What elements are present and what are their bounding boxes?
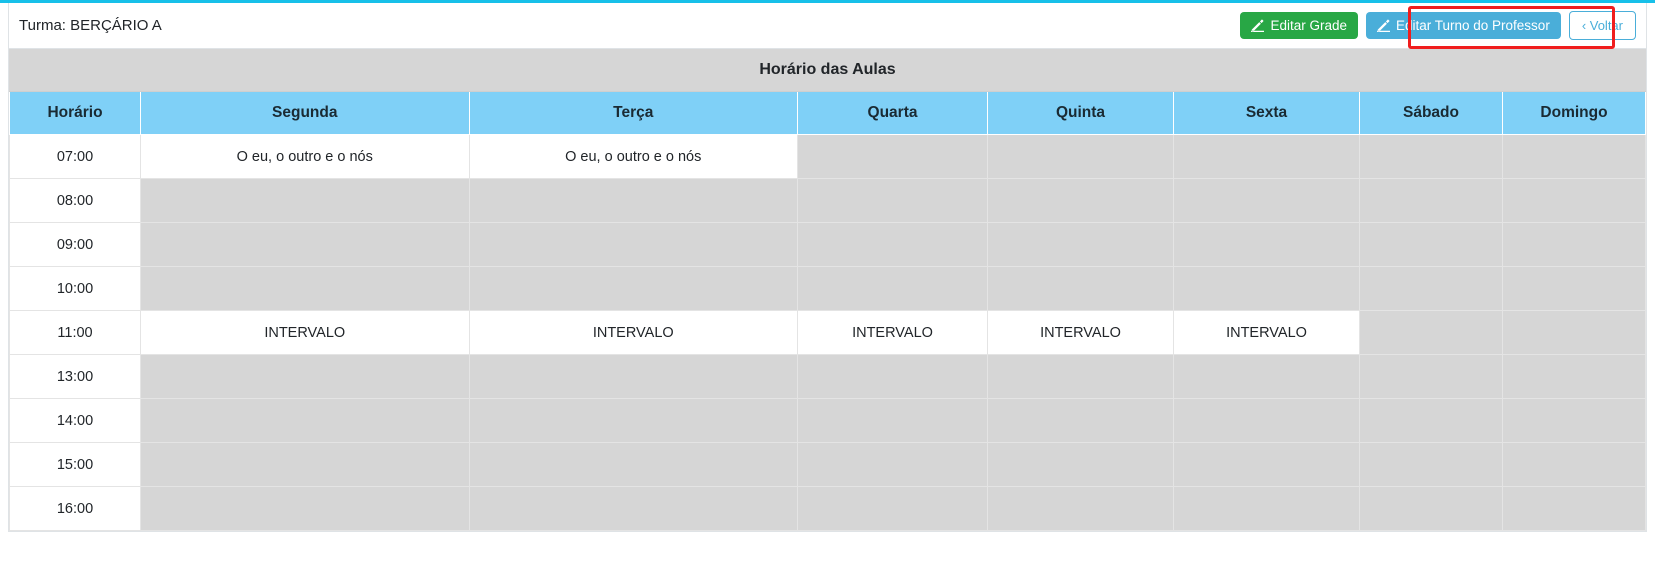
column-header-sabado: Sábado: [1360, 92, 1503, 135]
schedule-cell-empty[interactable]: [798, 487, 988, 531]
schedule-cell-empty[interactable]: [1360, 311, 1503, 355]
schedule-cell-empty[interactable]: [798, 399, 988, 443]
row-time-label: 10:00: [10, 267, 141, 311]
schedule-cell-empty[interactable]: [1360, 179, 1503, 223]
schedule-cell-empty[interactable]: [1360, 443, 1503, 487]
schedule-cell-empty[interactable]: [1360, 223, 1503, 267]
schedule-cell-empty[interactable]: [469, 267, 798, 311]
schedule-cell-empty[interactable]: [1174, 355, 1360, 399]
schedule-cell-empty[interactable]: [1503, 135, 1646, 179]
schedule-cell-empty[interactable]: [1503, 355, 1646, 399]
schedule-cell-empty[interactable]: [141, 179, 470, 223]
table-row: [10, 399, 1646, 443]
schedule-cell-empty[interactable]: [988, 399, 1174, 443]
row-time-label: 15:00: [10, 443, 141, 487]
schedule-cell-empty[interactable]: [1503, 267, 1646, 311]
schedule-cell-empty[interactable]: [1503, 399, 1646, 443]
schedule-cell-filled[interactable]: O eu, o outro e o nós: [469, 135, 798, 179]
schedule-cell-empty[interactable]: [798, 267, 988, 311]
schedule-cell-empty[interactable]: [1503, 223, 1646, 267]
schedule-cell-empty[interactable]: [141, 487, 470, 531]
schedule-cell-filled[interactable]: O eu, o outro e o nós: [141, 135, 470, 179]
schedule-cell-empty[interactable]: [1360, 267, 1503, 311]
schedule-cell-filled[interactable]: INTERVALO: [1174, 311, 1360, 355]
schedule-cell-empty[interactable]: [1174, 223, 1360, 267]
table-row: [10, 267, 1646, 311]
row-time-label: 07:00: [10, 135, 141, 179]
schedule-cell-empty[interactable]: [1174, 399, 1360, 443]
schedule-cell-empty[interactable]: [141, 443, 470, 487]
row-time-label: 13:00: [10, 355, 141, 399]
schedule-cell-empty[interactable]: [1503, 443, 1646, 487]
schedule-cell-empty[interactable]: [1360, 355, 1503, 399]
schedule-cell-empty[interactable]: [141, 355, 470, 399]
schedule-cell-empty[interactable]: [988, 267, 1174, 311]
schedule-cell-empty[interactable]: [798, 223, 988, 267]
schedule-cell-empty[interactable]: [988, 487, 1174, 531]
schedule-cell-empty[interactable]: [988, 223, 1174, 267]
schedule-cell-empty[interactable]: [798, 443, 988, 487]
row-time-label: 16:00: [10, 487, 141, 531]
schedule-cell-empty[interactable]: [1174, 267, 1360, 311]
schedule-cell-empty[interactable]: [1174, 135, 1360, 179]
schedule-cell-empty[interactable]: [798, 355, 988, 399]
editar-turno-professor-label: Editar Turno do Professor: [1395, 17, 1550, 33]
table-row: [10, 223, 1646, 267]
schedule-cell-empty[interactable]: [469, 355, 798, 399]
schedule-table: [9, 92, 1646, 531]
schedule-table-body: [10, 135, 1646, 531]
schedule-cell-filled[interactable]: INTERVALO: [798, 311, 988, 355]
row-time-label: 14:00: [10, 399, 141, 443]
schedule-cell-empty[interactable]: [1503, 487, 1646, 531]
editar-grade-button[interactable]: [1240, 12, 1358, 40]
schedule-cell-empty[interactable]: [1174, 179, 1360, 223]
schedule-cell-empty[interactable]: [798, 135, 988, 179]
card-header: [9, 3, 1646, 49]
schedule-cell-empty[interactable]: [141, 223, 470, 267]
schedule-cell-empty[interactable]: [988, 179, 1174, 223]
schedule-cell-empty[interactable]: [1503, 179, 1646, 223]
row-time-label: 08:00: [10, 179, 141, 223]
schedule-cell-empty[interactable]: [988, 443, 1174, 487]
schedule-cell-empty[interactable]: [1360, 135, 1503, 179]
schedule-cell-empty[interactable]: [141, 267, 470, 311]
schedule-cell-empty[interactable]: [1360, 487, 1503, 531]
schedule-cell-empty[interactable]: [469, 179, 798, 223]
column-header-horario: Horário: [10, 92, 141, 135]
row-time-label: 09:00: [10, 223, 141, 267]
schedule-cell-empty[interactable]: [1174, 487, 1360, 531]
table-row: [10, 355, 1646, 399]
schedule-cell-empty[interactable]: [1174, 443, 1360, 487]
turma-label: Turma: BERÇÁRIO A: [19, 17, 162, 34]
header-actions: [1240, 11, 1636, 40]
editar-grade-label: Editar Grade: [1270, 17, 1347, 33]
table-row: [10, 135, 1646, 179]
table-header-row: [10, 92, 1646, 135]
schedule-cell-empty[interactable]: [469, 399, 798, 443]
schedule-cell-empty[interactable]: [469, 443, 798, 487]
column-header-terca: Terça: [469, 92, 798, 135]
column-header-domingo: Domingo: [1503, 92, 1646, 135]
schedule-cell-empty[interactable]: [1360, 399, 1503, 443]
column-header-quarta: Quarta: [798, 92, 988, 135]
editar-turno-professor-button[interactable]: [1366, 12, 1561, 40]
column-header-segunda: Segunda: [141, 92, 470, 135]
table-row: [10, 179, 1646, 223]
schedule-cell-filled[interactable]: INTERVALO: [141, 311, 470, 355]
voltar-button[interactable]: [1569, 11, 1636, 40]
schedule-cell-empty[interactable]: [988, 355, 1174, 399]
pencil-square-icon: [1251, 19, 1264, 32]
schedule-cell-empty[interactable]: [1503, 311, 1646, 355]
voltar-label: ‹ Voltar: [1581, 18, 1623, 33]
schedule-cell-filled[interactable]: INTERVALO: [469, 311, 798, 355]
schedule-cell-empty[interactable]: [141, 399, 470, 443]
schedule-cell-empty[interactable]: [469, 487, 798, 531]
table-title: Horário das Aulas: [9, 49, 1646, 92]
table-row: [10, 443, 1646, 487]
table-row: [10, 487, 1646, 531]
pencil-square-icon: [1377, 19, 1390, 32]
column-header-quinta: Quinta: [988, 92, 1174, 135]
schedule-cell-empty[interactable]: [988, 135, 1174, 179]
schedule-card: [8, 3, 1647, 532]
column-header-sexta: Sexta: [1174, 92, 1360, 135]
schedule-cell-filled[interactable]: INTERVALO: [988, 311, 1174, 355]
table-row: [10, 311, 1646, 355]
schedule-cell-empty[interactable]: [469, 223, 798, 267]
row-time-label: 11:00: [10, 311, 141, 355]
schedule-cell-empty[interactable]: [798, 179, 988, 223]
